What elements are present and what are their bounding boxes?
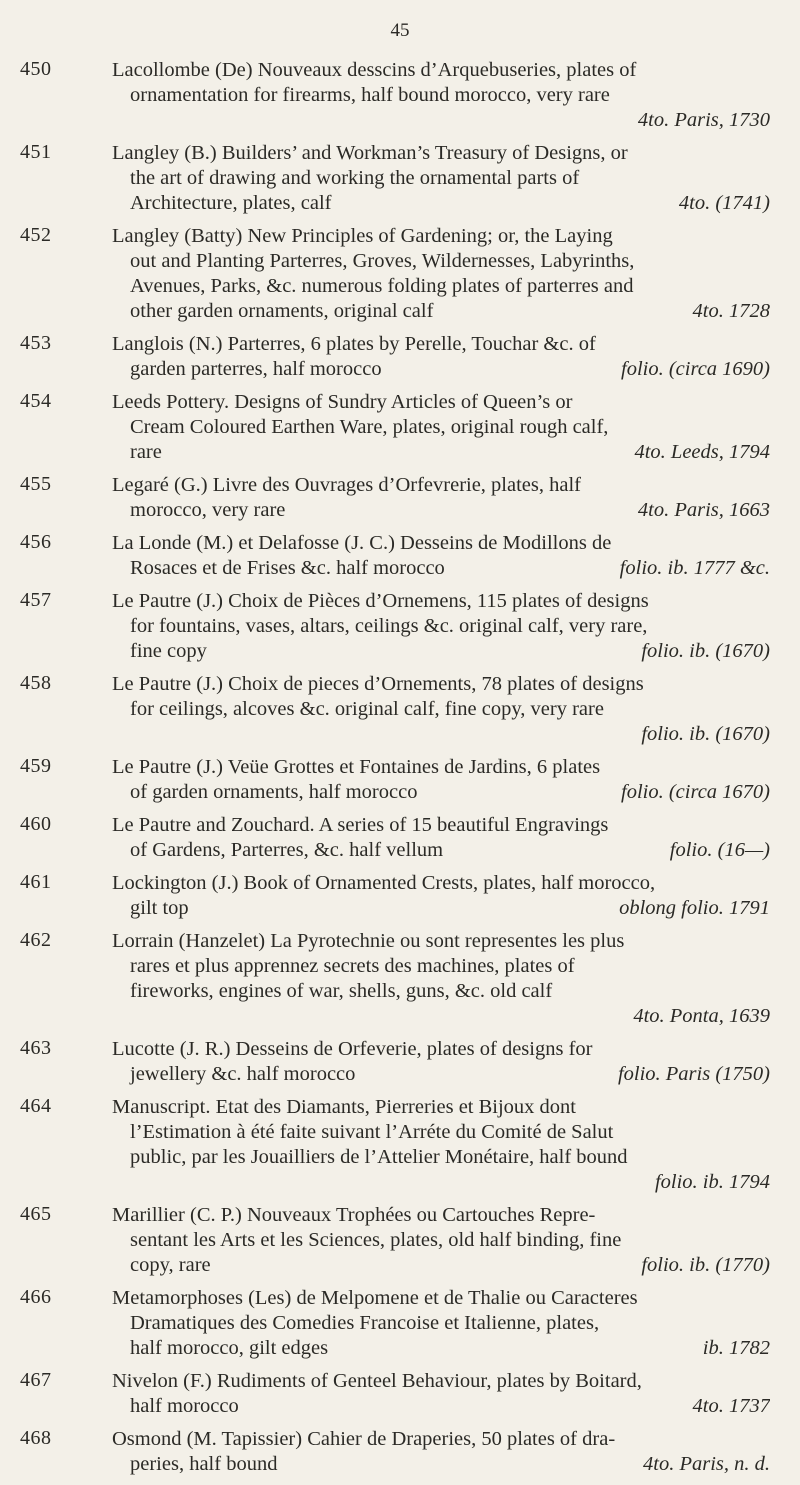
- entry-text: Lucotte (J. R.) Desseins de Orfeverie, plates of designs for: [112, 1038, 593, 1060]
- entry-text: other garden ornaments, original calf: [130, 300, 434, 322]
- entry-line: [112, 58, 770, 83]
- entry-text: Avenues, Parks, &c. numerous folding plates of parterres and: [130, 275, 634, 297]
- lot-number: 457: [20, 589, 52, 611]
- entry-format-date: [760, 954, 770, 979]
- entry-line: [112, 614, 770, 639]
- entry-text: Manuscript. Etat des Diamants, Pierreries et Bijoux dont: [112, 1096, 577, 1118]
- catalogue-entry: [0, 672, 800, 747]
- entry-text: the art of drawing and working the ornamental parts of: [130, 167, 580, 189]
- page-number: 45: [390, 20, 410, 41]
- catalogue-entry: [0, 871, 800, 921]
- entry-line: [112, 357, 770, 382]
- entry-line: [112, 191, 770, 216]
- entry-text: Cream Coloured Earthen Ware, plates, original rough calf,: [130, 416, 609, 438]
- lot-number: 455: [20, 473, 52, 495]
- entry-line: [112, 1228, 770, 1253]
- catalogue-entry: [0, 224, 800, 324]
- entry-description: [112, 1427, 770, 1477]
- entry-format-date: [760, 979, 770, 1004]
- lot-number: 453: [20, 332, 52, 354]
- entry-text: Osmond (M. Tapissier) Cahier de Draperies, 50 plates of dra-: [112, 1428, 616, 1450]
- entry-format-date: [760, 1311, 770, 1336]
- entry-format-date: [760, 929, 770, 954]
- entry-format-date: folio. ib. (1770): [641, 1254, 770, 1276]
- entry-format-date: [760, 166, 770, 191]
- entry-description: [112, 1037, 770, 1087]
- catalogue-entry: [0, 589, 800, 664]
- entry-description: [112, 531, 770, 581]
- entry-format-date: folio. ib. (1670): [641, 640, 770, 662]
- entry-line: [112, 390, 770, 415]
- entry-line: [112, 1004, 770, 1029]
- entry-format-date: [760, 589, 770, 614]
- entry-line: [112, 556, 770, 581]
- entry-line: [112, 979, 770, 1004]
- entry-format-date: 4to. (1741): [678, 192, 770, 214]
- entry-line: [112, 1203, 770, 1228]
- entry-line: [112, 415, 770, 440]
- entry-text: garden parterres, half morocco: [130, 358, 382, 380]
- entry-format-date: [760, 1037, 770, 1062]
- lot-number: 460: [20, 813, 52, 835]
- entry-text: morocco, very rare: [130, 499, 286, 521]
- entry-text: of Gardens, Parterres, &c. half vellum: [130, 839, 444, 861]
- entry-description: [112, 1369, 770, 1419]
- entry-text: La Londe (M.) et Delafosse (J. C.) Desseins de Modillons de: [112, 532, 612, 554]
- entry-line: [112, 440, 770, 465]
- entry-format-date: [760, 473, 770, 498]
- entry-description: [112, 473, 770, 523]
- entry-format-date: 4to. Ponta, 1639: [633, 1005, 770, 1027]
- entry-text: Nivelon (F.) Rudiments of Genteel Behaviour, plates by Boitard,: [112, 1370, 642, 1392]
- entry-line: [112, 780, 770, 805]
- entry-format-date: folio. (circa 1690): [621, 358, 770, 380]
- entry-format-date: [760, 672, 770, 697]
- entry-text: Lockington (J.) Book of Ornamented Crests, plates, half morocco,: [112, 872, 656, 894]
- entry-format-date: 4to. Paris, n. d.: [643, 1453, 770, 1475]
- entry-description: [112, 224, 770, 324]
- entry-line: [112, 1037, 770, 1062]
- lot-number: 454: [20, 390, 52, 412]
- entry-format-date: [760, 415, 770, 440]
- entry-line: [112, 1095, 770, 1120]
- lot-number: 458: [20, 672, 52, 694]
- entry-format-date: [760, 390, 770, 415]
- entry-line: [112, 531, 770, 556]
- catalogue-entry: [0, 929, 800, 1029]
- entry-format-date: [760, 332, 770, 357]
- entry-description: [112, 390, 770, 465]
- catalogue-entry: [0, 1286, 800, 1361]
- entry-format-date: 4to. Paris, 1663: [637, 499, 770, 521]
- entry-line: [112, 755, 770, 780]
- entry-format-date: [760, 1286, 770, 1311]
- entry-format-date: [760, 614, 770, 639]
- lot-number: 467: [20, 1369, 52, 1391]
- entry-description: [112, 672, 770, 747]
- entry-text: half morocco, gilt edges: [130, 1337, 329, 1359]
- entry-description: [112, 589, 770, 664]
- entry-format-date: [760, 755, 770, 780]
- entry-format-date: 4to. 1728: [692, 300, 770, 322]
- catalogue-entry: [0, 531, 800, 581]
- entry-text: out and Planting Parterres, Groves, Wildernesses, Labyrinths,: [130, 250, 635, 272]
- entry-format-date: 4to. Paris, 1730: [637, 109, 770, 131]
- catalogue-entry: [0, 1037, 800, 1087]
- entry-format-date: [760, 1369, 770, 1394]
- entry-text: Langley (B.) Builders’ and Workman’s Treasury of Designs, or: [112, 142, 628, 164]
- catalogue-entry: [0, 813, 800, 863]
- entry-text: Le Pautre (J.) Choix de pieces d’Ornements, 78 plates of designs: [112, 673, 644, 695]
- catalogue-entry: [0, 473, 800, 523]
- entry-format-date: 4to. Leeds, 1794: [634, 441, 770, 463]
- entry-text: fireworks, engines of war, shells, guns, &c. old calf: [130, 980, 553, 1002]
- entry-text: Langlois (N.) Parterres, 6 plates by Perelle, Touchar &c. of: [112, 333, 596, 355]
- entry-format-date: folio. (16—): [669, 839, 770, 861]
- entry-description: [112, 332, 770, 382]
- entry-line: [112, 929, 770, 954]
- entry-text: ornamentation for firearms, half bound morocco, very rare: [130, 84, 610, 106]
- entry-line: [112, 1427, 770, 1452]
- entry-text: Lacollombe (De) Nouveaux desscins d’Arquebuseries, plates of: [112, 59, 637, 81]
- entry-format-date: folio. Paris (1750): [617, 1063, 770, 1085]
- lot-number: 450: [20, 58, 52, 80]
- entry-line: [112, 249, 770, 274]
- lot-number: 464: [20, 1095, 52, 1117]
- entry-line: [112, 1286, 770, 1311]
- lot-number: 461: [20, 871, 52, 893]
- entry-text: rare: [130, 441, 162, 463]
- entry-format-date: [760, 83, 770, 108]
- entry-text: Rosaces et de Frises &c. half morocco: [130, 557, 445, 579]
- entry-text: Le Pautre and Zouchard. A series of 15 beautiful Engravings: [112, 814, 609, 836]
- entry-line: [112, 1336, 770, 1361]
- entry-format-date: [760, 1095, 770, 1120]
- catalogue-entries: [0, 58, 800, 1485]
- entry-format-date: [760, 813, 770, 838]
- entry-text: copy, rare: [130, 1254, 211, 1276]
- entry-text: public, par les Jouailliers de l’Attelier Monétaire, half bound: [130, 1146, 628, 1168]
- entry-line: [112, 108, 770, 133]
- lot-number: 452: [20, 224, 52, 246]
- entry-text: half morocco: [130, 1395, 239, 1417]
- entry-description: [112, 813, 770, 863]
- entry-format-date: [760, 1120, 770, 1145]
- entry-description: [112, 871, 770, 921]
- entry-format-date: [760, 1228, 770, 1253]
- entry-line: [112, 141, 770, 166]
- entry-format-date: [760, 1145, 770, 1170]
- catalogue-entry: [0, 1095, 800, 1195]
- entry-description: [112, 929, 770, 1029]
- entry-format-date: [760, 274, 770, 299]
- entry-text: for fountains, vases, altars, ceilings &c. original calf, very rare,: [130, 615, 648, 637]
- entry-line: [112, 1369, 770, 1394]
- entry-text: peries, half bound: [130, 1453, 278, 1475]
- lot-number: 456: [20, 531, 52, 553]
- entry-description: [112, 58, 770, 133]
- entry-format-date: [760, 697, 770, 722]
- entry-text: l’Estimation à été faite suivant l’Arréte du Comité de Salut: [130, 1121, 614, 1143]
- entry-format-date: [760, 871, 770, 896]
- catalogue-entry: [0, 1427, 800, 1477]
- entry-format-date: [760, 531, 770, 556]
- entry-line: [112, 871, 770, 896]
- entry-text: of garden ornaments, half morocco: [130, 781, 418, 803]
- entry-text: gilt top: [130, 897, 189, 919]
- entry-line: [112, 332, 770, 357]
- entry-line: [112, 722, 770, 747]
- lot-number: 466: [20, 1286, 52, 1308]
- entry-text: rares et plus apprennez secrets des machines, plates of: [130, 955, 575, 977]
- entry-format-date: [760, 141, 770, 166]
- entry-line: [112, 224, 770, 249]
- entry-format-date: folio. (circa 1670): [621, 781, 770, 803]
- entry-format-date: folio. ib. 1794: [654, 1171, 770, 1193]
- entry-format-date: folio. ib. 1777 &c.: [619, 557, 770, 579]
- entry-text: Le Pautre (J.) Veüe Grottes et Fontaines de Jardins, 6 plates: [112, 756, 601, 778]
- catalogue-entry: [0, 1369, 800, 1419]
- lot-number: 451: [20, 141, 52, 163]
- entry-format-date: [760, 1427, 770, 1452]
- entry-format-date: folio. ib. (1670): [641, 723, 770, 745]
- entry-line: [112, 1311, 770, 1336]
- lot-number: 465: [20, 1203, 52, 1225]
- entry-line: [112, 1062, 770, 1087]
- entry-line: [112, 954, 770, 979]
- entry-line: [112, 498, 770, 523]
- entry-line: [112, 1120, 770, 1145]
- catalogue-entry: [0, 1203, 800, 1278]
- entry-line: [112, 83, 770, 108]
- entry-text: Dramatiques des Comedies Francoise et Italienne, plates,: [130, 1312, 600, 1334]
- entry-text: jewellery &c. half morocco: [130, 1063, 356, 1085]
- entry-line: [112, 813, 770, 838]
- entry-text: Langley (Batty) New Principles of Gardening; or, the Laying: [112, 225, 613, 247]
- entry-line: [112, 1452, 770, 1477]
- entry-text: Le Pautre (J.) Choix de Pièces d’Ornemens, 115 plates of designs: [112, 590, 649, 612]
- entry-description: [112, 1095, 770, 1195]
- lot-number: 459: [20, 755, 52, 777]
- entry-line: [112, 896, 770, 921]
- entry-description: [112, 1203, 770, 1278]
- entry-format-date: [760, 1203, 770, 1228]
- lot-number: 468: [20, 1427, 52, 1449]
- entry-text: Architecture, plates, calf: [130, 192, 332, 214]
- entry-text: Legaré (G.) Livre des Ouvrages d’Orfevrerie, plates, half: [112, 474, 581, 496]
- entry-text: sentant les Arts et les Sciences, plates, old half binding, fine: [130, 1229, 622, 1251]
- entry-description: [112, 755, 770, 805]
- entry-line: [112, 299, 770, 324]
- entry-line: [112, 166, 770, 191]
- entry-description: [112, 1286, 770, 1361]
- entry-line: [112, 838, 770, 863]
- entry-description: [112, 141, 770, 216]
- catalogue-entry: [0, 141, 800, 216]
- entry-line: [112, 1170, 770, 1195]
- entry-line: [112, 1145, 770, 1170]
- catalogue-entry: [0, 755, 800, 805]
- entry-format-date: [760, 249, 770, 274]
- entry-text: Leeds Pottery. Designs of Sundry Articles of Queen’s or: [112, 391, 573, 413]
- entry-text: for ceilings, alcoves &c. original calf, fine copy, very rare: [130, 698, 604, 720]
- entry-format-date: [760, 58, 770, 83]
- entry-line: [112, 639, 770, 664]
- entry-line: [112, 274, 770, 299]
- catalogue-entry: [0, 332, 800, 382]
- catalogue-entry: [0, 390, 800, 465]
- entry-line: [112, 473, 770, 498]
- lot-number: 462: [20, 929, 52, 951]
- catalogue-entry: [0, 58, 800, 133]
- lot-number: 463: [20, 1037, 52, 1059]
- entry-line: [112, 1253, 770, 1278]
- entry-format-date: 4to. 1737: [692, 1395, 770, 1417]
- entry-text: fine copy: [130, 640, 207, 662]
- entry-line: [112, 697, 770, 722]
- entry-format-date: oblong folio. 1791: [619, 897, 770, 919]
- entry-format-date: ib. 1782: [702, 1337, 770, 1359]
- entry-text: Marillier (C. P.) Nouveaux Trophées ou Cartouches Repre-: [112, 1204, 596, 1226]
- entry-line: [112, 1394, 770, 1419]
- entry-format-date: [760, 224, 770, 249]
- entry-line: [112, 589, 770, 614]
- entry-text: Lorrain (Hanzelet) La Pyrotechnie ou sont representes les plus: [112, 930, 625, 952]
- entry-line: [112, 672, 770, 697]
- entry-text: Metamorphoses (Les) de Melpomene et de Thalie ou Caracteres: [112, 1287, 638, 1309]
